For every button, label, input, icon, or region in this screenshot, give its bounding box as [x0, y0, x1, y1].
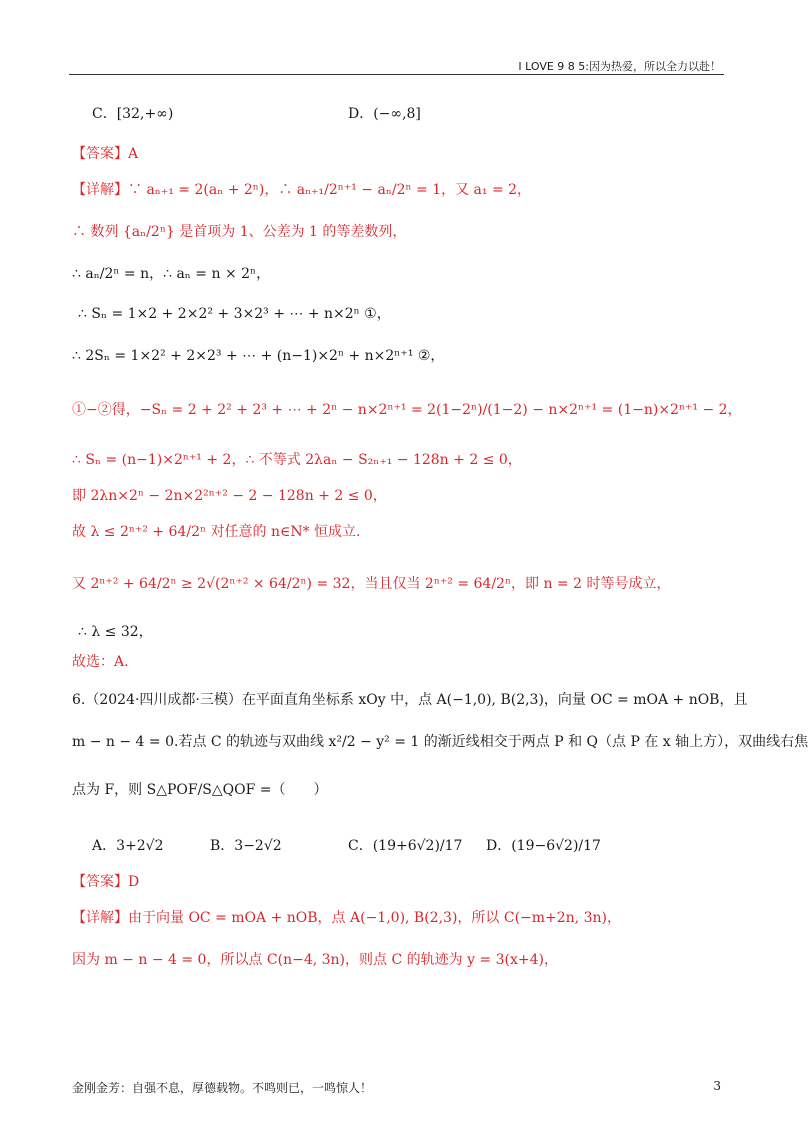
header-rule — [69, 74, 724, 75]
solution-line-6: ①−②得，−Sₙ = 2 + 2² + 2³ + ⋯ + 2ⁿ − n×2ⁿ⁺¹ = 2(1−2ⁿ)/(1−2) − n×2ⁿ⁺¹ = (1−n)×2ⁿ⁺¹ − 2， — [72, 402, 742, 418]
option-c: C．[32,+∞) — [92, 106, 174, 122]
solution-line-12: 故选：A. — [72, 654, 129, 670]
q6-solution-line-1: 【详解】由于向量 OC = mOA + nOB，点 A(−1,0), B(2,3)，所以 C(−m+2n, 3n)， — [72, 910, 621, 926]
solution-line-10: 又 2ⁿ⁺² + 64/2ⁿ ≥ 2√(2ⁿ⁺² × 64/2ⁿ) = 32，当且仅当 2ⁿ⁺² = 64/2ⁿ，即 n = 2 时等号成立， — [72, 576, 671, 592]
q6-option-b: B．3−2√2 — [210, 838, 282, 854]
solution-line-1: 【详解】∵ aₙ₊₁ = 2(aₙ + 2ⁿ)，∴ aₙ₊₁/2ⁿ⁺¹ − aₙ/2ⁿ = 1，又 a₁ = 2， — [72, 182, 532, 198]
question-6-line-3: 点为 F，则 S△POF/S△QOF =（ ） — [72, 782, 328, 798]
solution-line-11: ∴ λ ≤ 32， — [78, 624, 153, 640]
solution-line-5: ∴ 2Sₙ = 1×2² + 2×2³ + ⋯ + (n−1)×2ⁿ + n×2ⁿ⁺¹ ②， — [72, 348, 445, 364]
footer-slogan: 金刚金芳：自强不息，厚德载物。不鸣则已，一鸣惊人！ — [72, 1081, 373, 1095]
option-d: D．(−∞,8] — [348, 106, 421, 122]
question-6-line-1: 6.（2024·四川成都·三模）在平面直角坐标系 xOy 中，点 A(−1,0), B(2,3)，向量 OC = mOA + nOB，且 — [72, 692, 748, 708]
solution-line-9: 故 λ ≤ 2ⁿ⁺² + 64/2ⁿ 对任意的 n∈N* 恒成立. — [72, 524, 361, 540]
q6-option-a: A．3+2√2 — [92, 838, 164, 854]
question-6-line-2: m − n − 4 = 0.若点 C 的轨迹与双曲线 x²/2 − y² = 1 的渐近线相交于两点 P 和 Q（点 P 在 x 轴上方），双曲线右焦 — [72, 734, 808, 750]
answer-label: 【答案】A — [72, 146, 139, 162]
q6-answer-label: 【答案】D — [72, 874, 140, 890]
solution-line-7: ∴ Sₙ = (n−1)×2ⁿ⁺¹ + 2，∴ 不等式 2λaₙ − S₂ₙ₊₁ − 128n + 2 ≤ 0， — [72, 452, 522, 468]
page-number: 3 — [713, 1079, 721, 1093]
solution-line-3: ∴ aₙ/2ⁿ = n，∴ aₙ = n × 2ⁿ， — [72, 266, 271, 282]
q6-option-c: C．(19+6√2)/17 — [348, 838, 463, 854]
q6-solution-line-2: 因为 m − n − 4 = 0，所以点 C(n−4, 3n)，则点 C 的轨迹为 y = 3(x+4)， — [72, 952, 558, 968]
solution-line-4: ∴ Sₙ = 1×2 + 2×2² + 3×2³ + ⋯ + n×2ⁿ ①， — [78, 306, 391, 322]
solution-line-2: ∴ 数列 {aₙ/2ⁿ} 是首项为 1、公差为 1 的等差数列， — [72, 224, 407, 240]
solution-line-8: 即 2λn×2ⁿ − 2n×2²ⁿ⁺² − 2 − 128n + 2 ≤ 0， — [72, 488, 387, 504]
q6-option-d: D．(19−6√2)/17 — [486, 838, 601, 854]
header-motto: I LOVE 9 8 5:因为热爱，所以全力以赴！ — [518, 60, 721, 73]
